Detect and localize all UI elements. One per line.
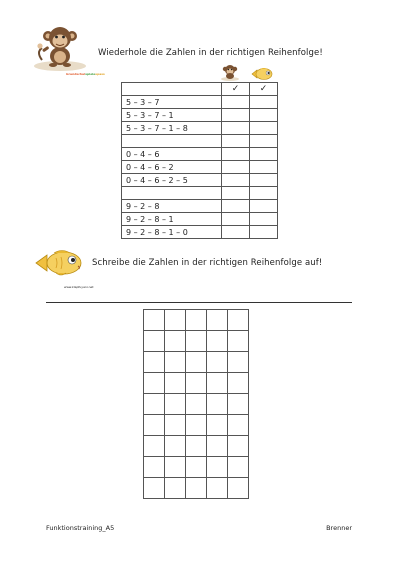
fish-column-icon bbox=[250, 66, 274, 80]
answer-cell[interactable] bbox=[222, 122, 250, 135]
grid-cell[interactable] bbox=[165, 331, 186, 352]
answer-cell[interactable] bbox=[250, 109, 278, 122]
table-row bbox=[122, 83, 278, 96]
sequence-cell bbox=[122, 187, 222, 200]
answer-cell[interactable] bbox=[222, 109, 250, 122]
grid-cell[interactable] bbox=[165, 352, 186, 373]
answer-cell[interactable] bbox=[250, 174, 278, 187]
grid-cell[interactable] bbox=[165, 436, 186, 457]
grid-cell[interactable] bbox=[144, 415, 165, 436]
grid-cell[interactable] bbox=[186, 394, 207, 415]
answer-cell[interactable] bbox=[250, 161, 278, 174]
grid-cell[interactable] bbox=[186, 373, 207, 394]
answer-cell[interactable] bbox=[250, 122, 278, 135]
monkey-column-icon bbox=[220, 63, 240, 81]
table-row bbox=[122, 96, 278, 109]
grid-row bbox=[144, 415, 249, 436]
footer-left: Funktionstraining_A5 bbox=[46, 524, 115, 532]
answer-cell[interactable] bbox=[250, 135, 278, 148]
grid-cell[interactable] bbox=[186, 457, 207, 478]
table-row bbox=[122, 161, 278, 174]
sequence-cell: 0 – 4 – 6 – 2 bbox=[122, 161, 222, 174]
grid-cell[interactable] bbox=[144, 478, 165, 499]
answer-cell[interactable] bbox=[222, 200, 250, 213]
grid-row bbox=[144, 436, 249, 457]
grid-cell[interactable] bbox=[165, 457, 186, 478]
grid-cell[interactable] bbox=[207, 436, 228, 457]
answer-cell[interactable] bbox=[222, 161, 250, 174]
grid-cell[interactable] bbox=[165, 478, 186, 499]
instruction-write: Schreibe die Zahlen in der richtigen Reihenfolge auf! bbox=[92, 258, 323, 268]
grid-row bbox=[144, 373, 249, 394]
monkey-illustration bbox=[30, 22, 88, 72]
answer-cell[interactable] bbox=[250, 148, 278, 161]
answer-cell[interactable] bbox=[222, 226, 250, 239]
table-row bbox=[122, 213, 278, 226]
grid-cell[interactable] bbox=[228, 478, 249, 499]
table-row bbox=[122, 135, 278, 148]
answer-cell[interactable] bbox=[250, 213, 278, 226]
grid-cell[interactable] bbox=[186, 352, 207, 373]
grid-cell[interactable] bbox=[165, 310, 186, 331]
sequence-cell: 0 – 4 – 6 bbox=[122, 148, 222, 161]
grid-cell[interactable] bbox=[207, 310, 228, 331]
grid-cell[interactable] bbox=[228, 415, 249, 436]
grid-cell[interactable] bbox=[207, 352, 228, 373]
answer-cell[interactable] bbox=[222, 174, 250, 187]
sequence-cell: 0 – 4 – 6 – 2 – 5 bbox=[122, 174, 222, 187]
grid-cell[interactable] bbox=[186, 310, 207, 331]
grid-cell[interactable] bbox=[228, 352, 249, 373]
grid-cell[interactable] bbox=[228, 331, 249, 352]
answer-cell[interactable] bbox=[250, 226, 278, 239]
grid-cell[interactable] bbox=[228, 436, 249, 457]
check-mark-icon: ✓ bbox=[222, 83, 250, 96]
answer-cell[interactable] bbox=[250, 187, 278, 200]
grid-cell[interactable] bbox=[207, 415, 228, 436]
sequence-cell: 9 – 2 – 8 – 1 – 0 bbox=[122, 226, 222, 239]
grid-cell[interactable] bbox=[144, 352, 165, 373]
grid-cell[interactable] bbox=[207, 331, 228, 352]
sequence-cell: 5 – 3 – 7 – 1 bbox=[122, 109, 222, 122]
table-row bbox=[122, 200, 278, 213]
grid-cell[interactable] bbox=[144, 457, 165, 478]
check-mark-icon: ✓ bbox=[250, 83, 278, 96]
sequence-cell bbox=[122, 135, 222, 148]
answer-cell[interactable] bbox=[222, 96, 250, 109]
grid-cell[interactable] bbox=[207, 457, 228, 478]
sequence-cell: 5 – 3 – 7 bbox=[122, 96, 222, 109]
grid-cell[interactable] bbox=[228, 394, 249, 415]
answer-cell[interactable] bbox=[222, 213, 250, 226]
grid-cell[interactable] bbox=[228, 457, 249, 478]
sequence-cell: 5 – 3 – 7 – 1 – 8 bbox=[122, 122, 222, 135]
answer-cell[interactable] bbox=[222, 135, 250, 148]
grid-row bbox=[144, 457, 249, 478]
table-row bbox=[122, 187, 278, 200]
grid-row bbox=[144, 310, 249, 331]
grid-cell[interactable] bbox=[186, 436, 207, 457]
grid-cell[interactable] bbox=[144, 394, 165, 415]
grid-cell[interactable] bbox=[144, 436, 165, 457]
grid-row bbox=[144, 331, 249, 352]
grid-cell[interactable] bbox=[207, 394, 228, 415]
grid-row bbox=[144, 394, 249, 415]
horizontal-divider bbox=[46, 302, 352, 303]
footer-right: Brenner bbox=[326, 524, 352, 532]
fish-illustration bbox=[34, 248, 86, 278]
grid-cell[interactable] bbox=[165, 415, 186, 436]
table-row bbox=[122, 148, 278, 161]
answer-cell[interactable] bbox=[222, 148, 250, 161]
table-row bbox=[122, 226, 278, 239]
grid-cell[interactable] bbox=[186, 478, 207, 499]
grid-cell[interactable] bbox=[186, 415, 207, 436]
table-row bbox=[122, 122, 278, 135]
grid-cell[interactable] bbox=[144, 310, 165, 331]
sequence-cell: 9 – 2 – 8 – 1 bbox=[122, 213, 222, 226]
grid-cell[interactable] bbox=[186, 331, 207, 352]
grid-cell[interactable] bbox=[207, 478, 228, 499]
instruction-repeat: Wiederhole die Zahlen in der richtigen Reihenfolge! bbox=[98, 48, 323, 58]
table-row bbox=[122, 109, 278, 122]
grid-row bbox=[144, 352, 249, 373]
grid-row bbox=[144, 478, 249, 499]
grid-cell[interactable] bbox=[144, 331, 165, 352]
answer-cell[interactable] bbox=[222, 187, 250, 200]
answer-cell[interactable] bbox=[250, 96, 278, 109]
writing-grid bbox=[143, 309, 249, 499]
sequence-table bbox=[121, 82, 278, 239]
sequence-cell bbox=[122, 83, 222, 96]
grid-cell[interactable] bbox=[144, 373, 165, 394]
grid-cell[interactable] bbox=[165, 394, 186, 415]
answer-cell[interactable] bbox=[250, 200, 278, 213]
brand-logo-text: Grundschulspielespass bbox=[66, 72, 105, 76]
grid-cell[interactable] bbox=[207, 373, 228, 394]
small-credit-text: www.klapfuyani.net bbox=[64, 285, 94, 289]
grid-cell[interactable] bbox=[165, 373, 186, 394]
table-row bbox=[122, 174, 278, 187]
grid-cell[interactable] bbox=[228, 373, 249, 394]
sequence-cell: 9 – 2 – 8 bbox=[122, 200, 222, 213]
grid-cell[interactable] bbox=[228, 310, 249, 331]
